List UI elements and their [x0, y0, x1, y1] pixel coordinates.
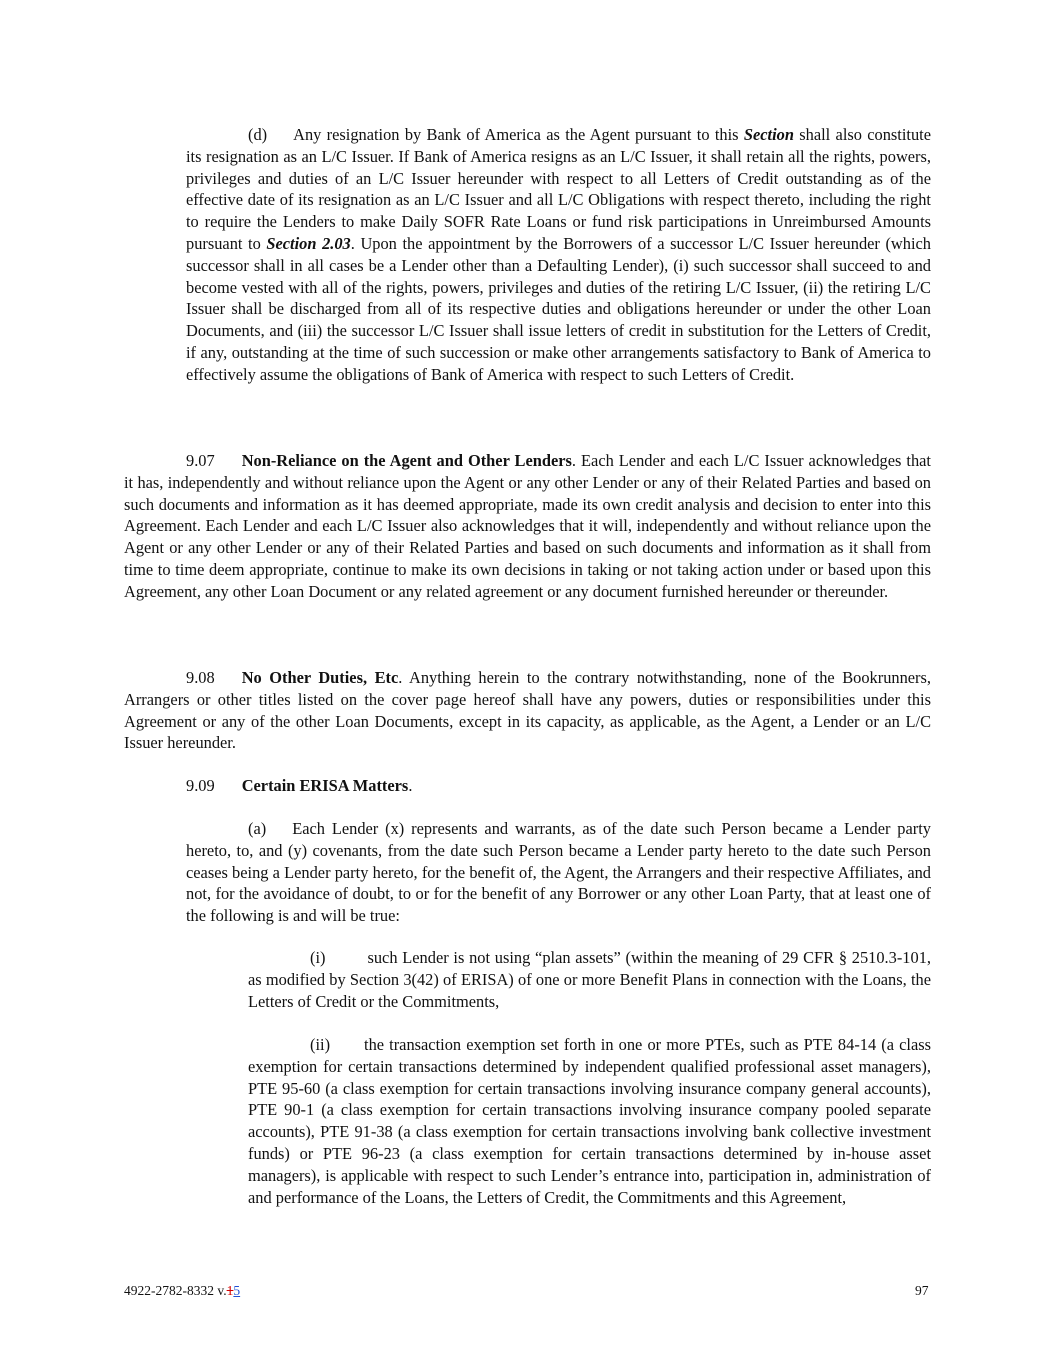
page-number: 97 [915, 1283, 929, 1298]
paragraph-a-label: (a) [248, 819, 267, 838]
paragraph-i-label: (i) [310, 948, 326, 967]
paragraph-d [186, 124, 931, 386]
section-9-09-number: 9.09 [186, 776, 215, 795]
section-9-07-number: 9.07 [186, 451, 215, 470]
paragraph-a-text: Each Lender (x) represents and warrants, as of the date such Person became a Lender party hereto, to, and (y) covenants, from the date such Person became a Lender party hereto to the date such Person ceases being a Lender party hereto, for the benefit of, the Agent, the Arrangers and their respective Affiliates, and not, for the avoidance of doubt, to or for the benefit of any Borrower or any other Loan Party, that at least one of the following is and will be true: [186, 819, 931, 926]
footer-doc-id [124, 1283, 240, 1299]
paragraph-i-text: such Lender is not using “plan assets” (within the meaning of 29 CFR § 2510.3-101, as modified by Section 3(42) of ERISA) of one or more Benefit Plans in connection with the Loans, the Letters of Credit or the Commitments, [248, 948, 931, 1011]
section-9-08-number: 9.08 [186, 668, 215, 687]
section-9-08-heading: No Other Duties, Etc [241, 668, 399, 687]
footer-version-deleted: 1 [226, 1283, 234, 1298]
section-9-07-heading: Non-Reliance on the Agent and Other Lenders [241, 451, 572, 470]
section-9-07 [124, 450, 931, 603]
paragraph-ii-label: (ii) [310, 1035, 331, 1054]
footer-version-inserted: 5 [233, 1283, 241, 1298]
paragraph-ii-text: the transaction exemption set forth in one or more PTEs, such as PTE 84-14 (a class exemption for certain transactions determined by independent qualified professional asset managers), PTE 95-60 (a class exemption for certain transactions involving insurance company general accounts), PTE 90-1 (a class exemption for certain transactions involving insurance company pooled separate accounts), PTE 91-38 (a class exemption for certain transactions involving bank collective investment funds) or PTE 96-23 (a class exemption for certain transactions determined by in-house asset managers), is applicable with respect to such Lender’s entrance into, participation in, administration of and performance of the Loans, the Letters of Credit, the Commitments and this Agreement, [248, 1035, 931, 1207]
section-9-09-tail: . [408, 776, 413, 795]
section-9-07-text: . Each Lender and each L/C Issuer acknowledges that it has, independently and without reliance upon the Agent or any other Lender or any of their Related Parties and based on such documents and information as it has deemed appropriate, made its own credit analysis and decision to enter into this Agreement. Each Lender and each L/C Issuer also acknowledges that it will, independently and without reliance upon the Agent or any other Lender or any of their Related Parties and based on such documents and information as it shall from time to time deem appropriate, continue to make its own decisions in taking or not taking action under or based upon this Agreement, any other Loan Document or any related agreement or any document furnished hereunder or thereunder. [124, 451, 931, 601]
paragraph-d-text-cont: shall also constitute its resignation as an L/C Issuer. If Bank of America resigns as an L/C Issuer, it shall retain all the rights, powers, privileges and duties of an L/C Issuer hereunder with respect to all Letters of Credit outstanding as of the effective date of its resignation as an L/C Issuer and all L/C Obligations with respect thereto, including the right to require the Lenders to make Daily SOFR Rate Loans or fund risk participations in Unreimbursed Amounts pursuant to [186, 125, 931, 253]
paragraph-ii [248, 1034, 931, 1208]
section-9-09 [124, 775, 931, 797]
paragraph-d-text: Any resignation by Bank of America as the Agent pursuant to this [293, 125, 744, 144]
section-9-09-heading: Certain ERISA Matters [241, 776, 409, 795]
section-reference-2-03: Section 2.03 [266, 233, 351, 253]
paragraph-i [248, 947, 931, 1012]
paragraph-a [186, 818, 931, 927]
section-9-08-text: . Anything herein to the contrary notwithstanding, none of the Bookrunners, Arrangers or other titles listed on the cover page hereof shall have any powers, duties or responsibilities under this Agreement or any of the other Loan Documents, except in its capacity, as applicable, as the Agent, a Lender or an L/C Issuer hereunder. [124, 668, 931, 753]
section-reference: Section [743, 125, 794, 144]
paragraph-d-text-end: . Upon the appointment by the Borrowers of a successor L/C Issuer hereunder (which successor shall in all cases be a Lender other than a Defaulting Lender), (i) such successor shall succeed to and become vested with all of the rights, powers, privileges and duties of the retiring L/C Issuer, (ii) the retiring L/C Issuer shall be discharged from all of its respective duties and obligations hereunder or under the other Loan Documents, and (iii) the successor L/C Issuer shall issue letters of credit in substitution for the Letters of Credit, if any, outstanding at the time of such succession or make other arrangements satisfactory to Bank of America to effectively assume the obligations of Bank of America with respect to such Letters of Credit. [186, 233, 931, 384]
section-9-08 [124, 667, 931, 754]
paragraph-d-label: (d) [248, 125, 268, 144]
footer-doc-id-text: 4922-2782-8332 v. [124, 1283, 227, 1298]
